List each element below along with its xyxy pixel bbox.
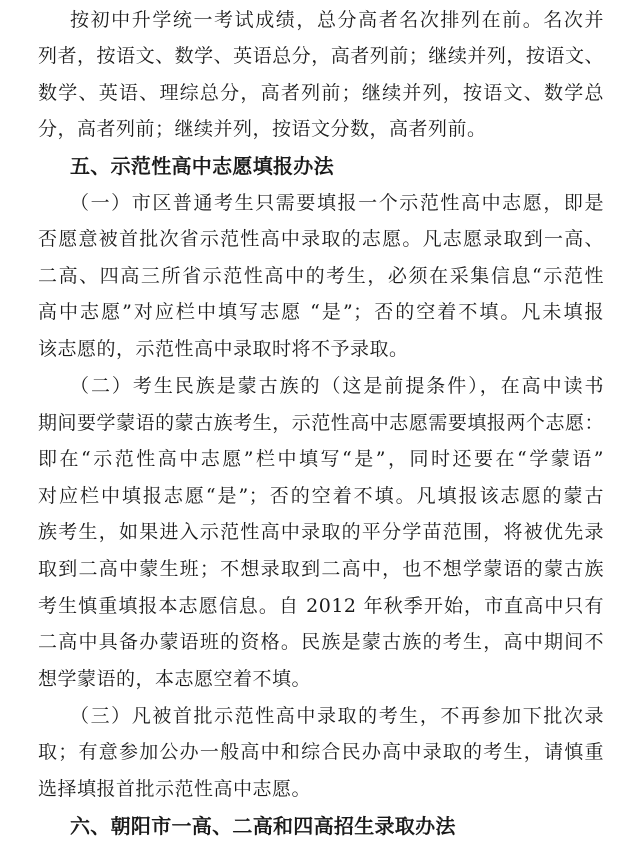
text-line: 考生慎重填报本志愿信息。自 2012 年秋季开始，市直高中只有 <box>38 595 604 617</box>
text-line: 对应栏中填报志愿“是”；否的空着不填。凡填报该志愿的蒙古 <box>38 485 604 507</box>
text-line: 期间要学蒙语的蒙古族考生，示范性高中志愿需要填报两个志愿： <box>38 412 604 434</box>
text-line: 数学、英语、理综总分，高者列前；继续并列，按语文、数学总 <box>38 82 604 104</box>
text-line: （二）考生民族是蒙古族的（这是前提条件），在高中读书 <box>70 375 604 397</box>
text-line: 否愿意被首批次省示范性高中录取的志愿。凡志愿录取到一高、 <box>38 228 604 250</box>
text-line: 选择填报首批示范性高中志愿。 <box>38 778 312 800</box>
text-line: 列者，按语文、数学、英语总分，高者列前；继续并列，按语文、 <box>38 45 604 67</box>
text-line: 族考生，如果进入示范性高中录取的平分学苗范围，将被优先录 <box>38 521 604 543</box>
text-line: 二高中具备办蒙语班的资格。民族是蒙古族的考生，高中期间不 <box>38 631 604 653</box>
section-heading-5: 五、示范性高中志愿填报办法 <box>70 154 334 178</box>
text-line: 取到二高中蒙生班；不想录取到二高中，也不想学蒙语的蒙古族 <box>38 558 604 580</box>
text-line: （三）凡被首批示范性高中录取的考生，不再参加下批次录 <box>70 705 604 727</box>
section-heading-6: 六、朝阳市一高、二高和四高招生录取办法 <box>70 814 456 838</box>
text-line: 取；有意参加公办一般高中和综合民办高中录取的考生，请慎重 <box>38 741 604 763</box>
text-line: 想学蒙语的，本志愿空着不填。 <box>38 668 312 690</box>
text-line: 该志愿的，示范性高中录取时将不予录取。 <box>38 338 409 360</box>
text-line: 高中志愿”对应栏中填写志愿 “是”；否的空着不填。凡未填报 <box>38 301 604 323</box>
text-line: （一）市区普通考生只需要填报一个示范性高中志愿，即是 <box>70 192 604 214</box>
text-line: 按初中升学统一考试成绩，总分高者名次排列在前。名次并 <box>70 9 604 31</box>
text-line: 二高、四高三所省示范性高中的考生，必须在采集信息“示范性 <box>38 265 604 287</box>
text-line: 即在“示范性高中志愿”栏中填写“是”，同时还要在“学蒙语” <box>38 448 604 470</box>
text-line: 分，高者列前；继续并列，按语文分数，高者列前。 <box>38 118 487 140</box>
